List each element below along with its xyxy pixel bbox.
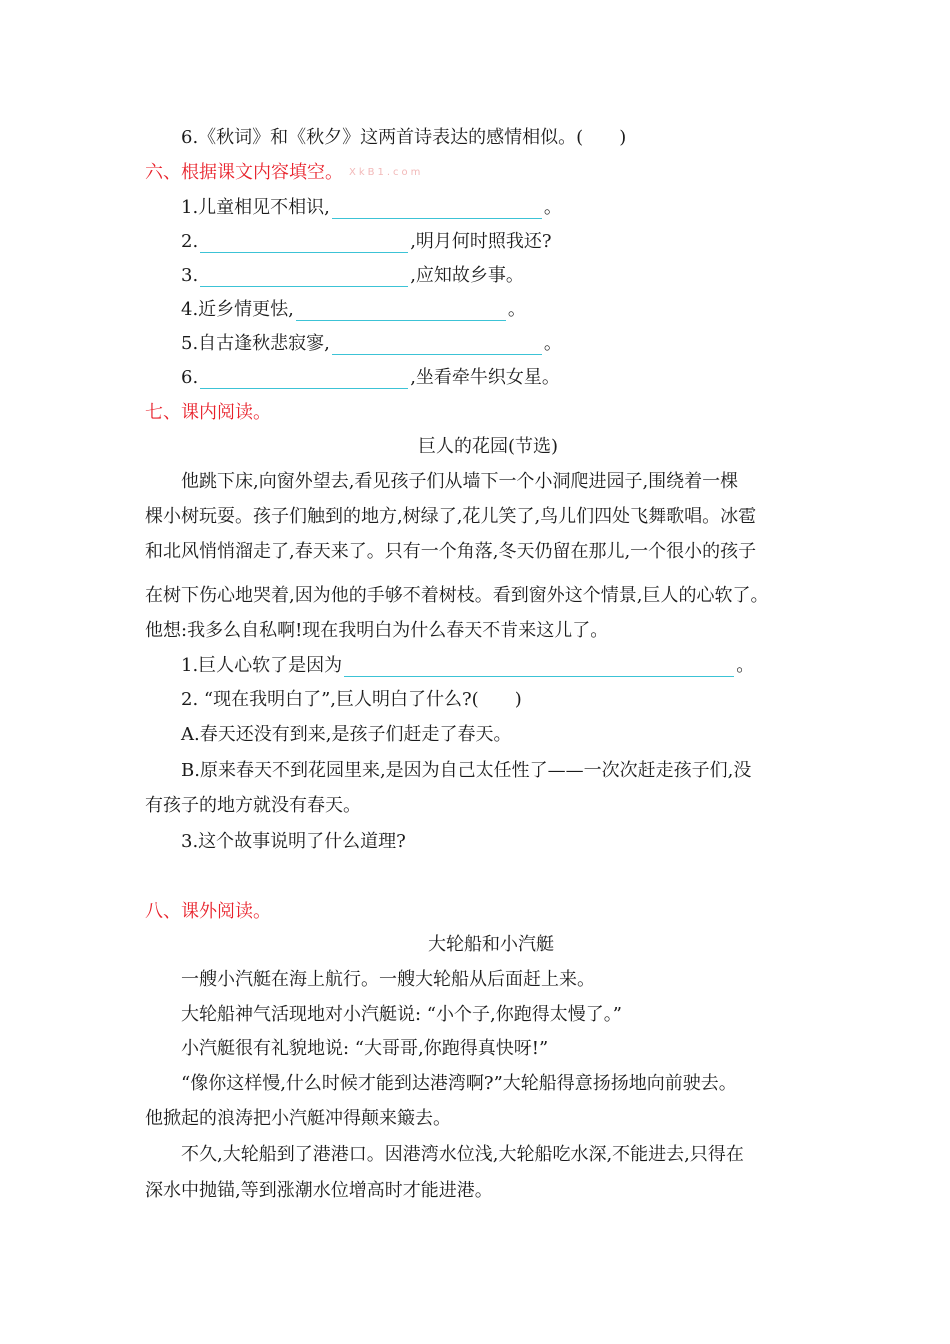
- passage-1-line-4: 在树下伤心地哭着,因为他的手够不着树枝。看到窗外这个情景,巨人的心软了。: [145, 585, 769, 606]
- fill-item-4-prefix: 4.近乡情更怯,: [181, 299, 294, 320]
- fill-item-3-prefix: 3.: [181, 265, 199, 286]
- passage-2-line-2: 大轮船神气活现地对小汽艇说: “小个子,你跑得太慢了。”: [181, 1004, 622, 1025]
- passage-2-title: 大轮船和小汽艇: [428, 934, 554, 955]
- answer-blank-1[interactable]: [332, 198, 542, 219]
- option-a: A.春天还没有到来,是孩子们赶走了春天。: [181, 724, 512, 745]
- reading-q1: [181, 655, 754, 677]
- fill-item-4: [181, 299, 526, 321]
- fill-item-5-prefix: 5.自古逢秋悲寂寥,: [181, 333, 330, 354]
- watermark: XkB1.com: [349, 167, 424, 178]
- option-b-line-1: B.原来春天不到花园里来,是因为自己太任性了——一次次赶走孩子们,没: [181, 760, 752, 781]
- passage-2-line-5: 他掀起的浪涛把小汽艇冲得颠来簸去。: [145, 1108, 451, 1129]
- reading-q2: 2. “现在我明白了”,巨人明白了什么?( ): [181, 689, 522, 710]
- answer-blank-6[interactable]: [200, 368, 408, 389]
- reading-q3: 3.这个故事说明了什么道理?: [181, 831, 406, 852]
- fill-item-1-suffix: 。: [543, 197, 562, 218]
- answer-blank-3[interactable]: [200, 266, 408, 287]
- reading-q1-suffix: 。: [736, 655, 755, 676]
- q5-item-6: 6.《秋词》和《秋夕》这两首诗表达的感情相似。( ): [181, 127, 627, 148]
- passage-1-title: 巨人的花园(节选): [418, 436, 559, 457]
- fill-item-2-prefix: 2.: [181, 231, 199, 252]
- fill-item-5: [181, 333, 562, 355]
- answer-blank-5[interactable]: [332, 334, 542, 355]
- passage-2-line-7: 深水中抛锚,等到涨潮水位增高时才能进港。: [145, 1180, 493, 1201]
- section-7-title: 七、课内阅读。: [145, 402, 271, 423]
- fill-item-6-prefix: 6.: [181, 367, 199, 388]
- passage-2-line-1: 一艘小汽艇在海上航行。一艘大轮船从后面赶上来。: [181, 969, 595, 990]
- passage-1-line-5: 他想:我多么自私啊!现在我明白为什么春天不肯来这儿了。: [145, 620, 609, 641]
- fill-item-2: [181, 231, 552, 253]
- fill-item-6: [181, 367, 560, 389]
- fill-item-3-suffix: ,应知故乡事。: [410, 265, 524, 286]
- passage-1-line-1: 他跳下床,向窗外望去,看见孩子们从墙下一个小洞爬进园子,围绕着一棵: [181, 471, 739, 492]
- section-6-heading: [145, 162, 423, 184]
- fill-item-6-suffix: ,坐看牵牛织女星。: [410, 367, 560, 388]
- fill-item-3: [181, 265, 524, 287]
- passage-1-line-2: 棵小树玩耍。孩子们触到的地方,树绿了,花儿笑了,鸟儿们四处飞舞歌唱。冰雹: [145, 506, 757, 527]
- answer-blank-q1[interactable]: [344, 656, 734, 677]
- fill-item-1-prefix: 1.儿童相见不相识,: [181, 197, 330, 218]
- reading-q1-prefix: 1.巨人心软了是因为: [181, 655, 343, 676]
- option-b-line-2: 有孩子的地方就没有春天。: [145, 795, 361, 816]
- fill-item-5-suffix: 。: [543, 333, 562, 354]
- fill-item-1: [181, 197, 562, 219]
- passage-2-line-3: 小汽艇很有礼貌地说: “大哥哥,你跑得真快呀!”: [181, 1038, 549, 1059]
- passage-2-line-4: “像你这样慢,什么时候才能到达港湾啊?”大轮船得意扬扬地向前驶去。: [181, 1073, 737, 1094]
- passage-2-line-6: 不久,大轮船到了港港口。因港湾水位浅,大轮船吃水深,不能进去,只得在: [181, 1144, 744, 1165]
- section-6-title: 六、根据课文内容填空。: [145, 162, 343, 183]
- answer-blank-2[interactable]: [200, 232, 408, 253]
- answer-blank-4[interactable]: [296, 300, 506, 321]
- fill-item-2-suffix: ,明月何时照我还?: [410, 231, 552, 252]
- fill-item-4-suffix: 。: [507, 299, 526, 320]
- section-8-title: 八、课外阅读。: [145, 901, 271, 922]
- passage-1-line-3: 和北风悄悄溜走了,春天来了。只有一个角落,冬天仍留在那儿,一个很小的孩子: [145, 541, 757, 562]
